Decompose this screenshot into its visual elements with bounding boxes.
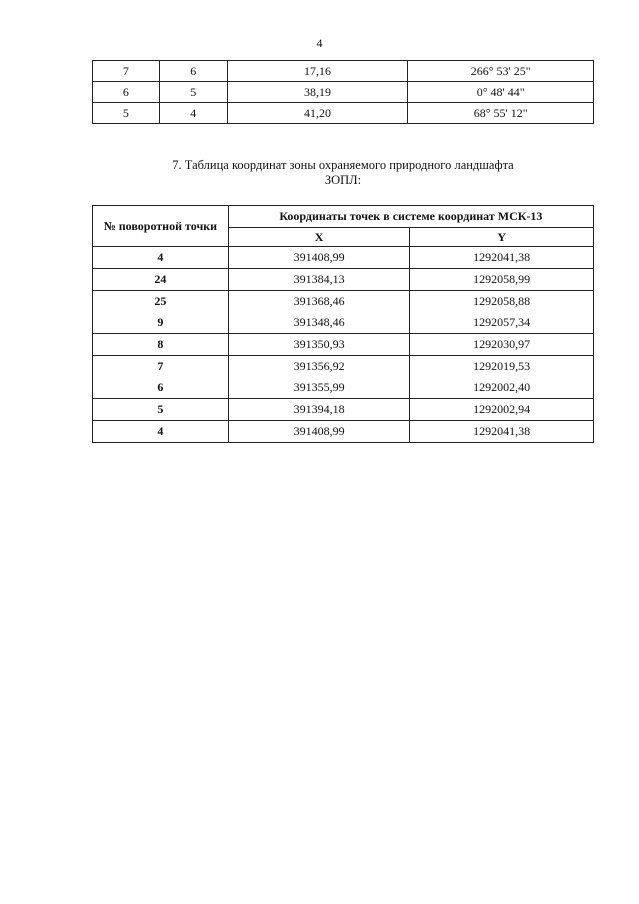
table-row <box>93 61 594 82</box>
point-cell: 25 <box>93 291 229 313</box>
point-cell: 5 <box>93 399 229 421</box>
point-cell: 6 <box>93 377 229 399</box>
x-header: X <box>228 228 410 247</box>
caption-line-2: ЗОПЛ: <box>324 173 362 187</box>
point-cell: 9 <box>93 312 229 334</box>
angle-cell: 0° 48' 44" <box>408 82 594 103</box>
y-cell: 1292041,38 <box>410 421 594 443</box>
from-point-cell: 6 <box>93 82 160 103</box>
x-cell: 391408,99 <box>228 421 410 443</box>
table-row <box>93 247 594 269</box>
header-row <box>93 206 594 228</box>
x-cell: 391394,18 <box>228 399 410 421</box>
x-cell: 391350,93 <box>228 334 410 356</box>
x-cell: 391356,92 <box>228 356 410 378</box>
y-cell: 1292002,40 <box>410 377 594 399</box>
from-point-cell: 5 <box>93 103 160 124</box>
coordinates-header: Координаты точек в системе координат МСК-13 <box>228 206 593 228</box>
caption-line-1: 7. Таблица координат зоны охраняемого природного ландшафта <box>172 158 514 172</box>
table-row <box>93 421 594 443</box>
table-row <box>93 269 594 291</box>
y-cell: 1292041,38 <box>410 247 594 269</box>
point-cell: 24 <box>93 269 229 291</box>
y-cell: 1292057,34 <box>410 312 594 334</box>
point-cell: 4 <box>93 421 229 443</box>
x-cell: 391384,13 <box>228 269 410 291</box>
angle-cell: 68° 55' 12" <box>408 103 594 124</box>
boundary-segments-table <box>92 60 594 124</box>
x-cell: 391408,99 <box>228 247 410 269</box>
to-point-cell: 6 <box>159 61 227 82</box>
table-row <box>93 356 594 378</box>
point-cell: 8 <box>93 334 229 356</box>
to-point-cell: 5 <box>159 82 227 103</box>
page-number: 4 <box>316 36 323 50</box>
length-cell: 41,20 <box>227 103 408 124</box>
table-row <box>93 377 594 399</box>
table-row <box>93 82 594 103</box>
point-cell: 4 <box>93 247 229 269</box>
y-cell: 1292058,99 <box>410 269 594 291</box>
y-cell: 1292019,53 <box>410 356 594 378</box>
length-cell: 38,19 <box>227 82 408 103</box>
table-row <box>93 103 594 124</box>
from-point-cell: 7 <box>93 61 160 82</box>
length-cell: 17,16 <box>227 61 408 82</box>
coordinates-table <box>92 205 594 443</box>
table-row <box>93 334 594 356</box>
to-point-cell: 4 <box>159 103 227 124</box>
angle-cell: 266° 53' 25" <box>408 61 594 82</box>
point-cell: 7 <box>93 356 229 378</box>
table-caption <box>92 158 594 188</box>
y-cell: 1292058,88 <box>410 291 594 313</box>
x-cell: 391355,99 <box>228 377 410 399</box>
table-row <box>93 312 594 334</box>
table-row <box>93 399 594 421</box>
point-number-header: № поворотной точки <box>93 206 229 247</box>
x-cell: 391368,46 <box>228 291 410 313</box>
y-cell: 1292002,94 <box>410 399 594 421</box>
x-cell: 391348,46 <box>228 312 410 334</box>
y-cell: 1292030,97 <box>410 334 594 356</box>
y-header: Y <box>410 228 594 247</box>
table-row <box>93 291 594 313</box>
